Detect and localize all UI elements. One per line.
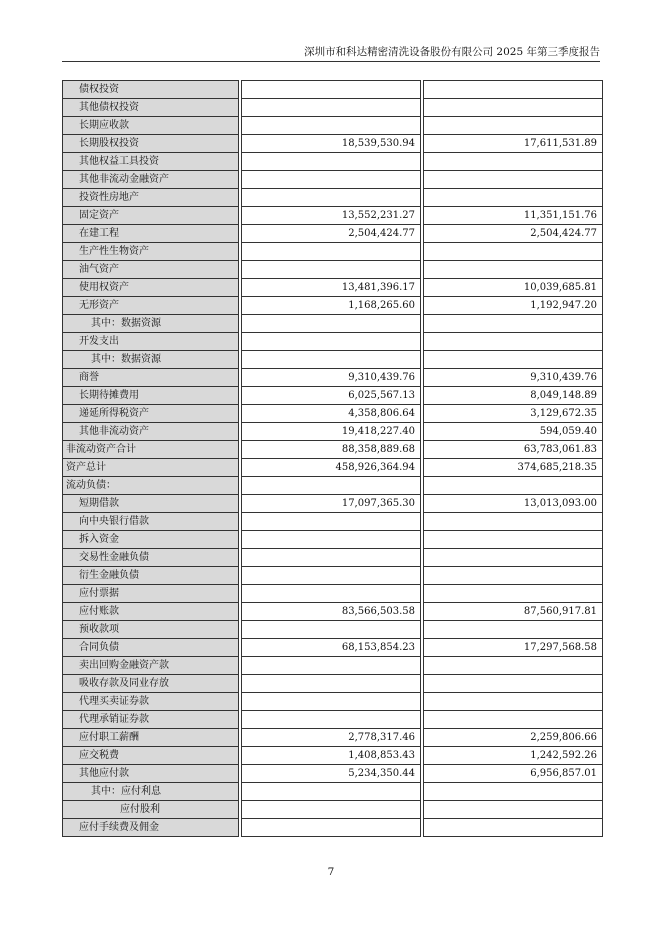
prior-period-value: 2,259,806.66 bbox=[424, 729, 603, 747]
current-period-value bbox=[242, 801, 421, 819]
table-row bbox=[63, 711, 603, 729]
current-period-value: 13,481,396.17 bbox=[242, 279, 421, 297]
row-label: 生产性生物资产 bbox=[63, 243, 239, 261]
prior-period-value: 6,956,857.01 bbox=[424, 765, 603, 783]
row-label: 预收款项 bbox=[63, 621, 239, 639]
balance-sheet-body bbox=[63, 81, 603, 837]
current-period-value: 18,539,530.94 bbox=[242, 135, 421, 153]
table-row bbox=[63, 405, 603, 423]
page-header: 深圳市和科达精密清洗设备股份有限公司 2025 年第三季度报告 bbox=[304, 46, 600, 58]
prior-period-value bbox=[424, 261, 603, 279]
table-row bbox=[63, 315, 603, 333]
row-label: 递延所得税资产 bbox=[63, 405, 239, 423]
table-row bbox=[63, 117, 603, 135]
row-label: 合同负债 bbox=[63, 639, 239, 657]
row-label: 开发支出 bbox=[63, 333, 239, 351]
current-period-value: 17,097,365.30 bbox=[242, 495, 421, 513]
current-period-value bbox=[242, 513, 421, 531]
prior-period-value: 17,297,568.58 bbox=[424, 639, 603, 657]
table-row bbox=[63, 549, 603, 567]
table-row bbox=[63, 423, 603, 441]
current-period-value bbox=[242, 819, 421, 837]
row-label: 长期应收款 bbox=[63, 117, 239, 135]
row-label: 衍生金融负债 bbox=[63, 567, 239, 585]
row-label: 卖出回购金融资产款 bbox=[63, 657, 239, 675]
table-row bbox=[63, 639, 603, 657]
table-row bbox=[63, 657, 603, 675]
row-label: 固定资产 bbox=[63, 207, 239, 225]
row-label: 债权投资 bbox=[63, 81, 239, 99]
row-label: 在建工程 bbox=[63, 225, 239, 243]
table-row bbox=[63, 81, 603, 99]
table-row bbox=[63, 279, 603, 297]
current-period-value bbox=[242, 333, 421, 351]
current-period-value bbox=[242, 783, 421, 801]
row-label: 应付账款 bbox=[63, 603, 239, 621]
table-row bbox=[63, 459, 603, 477]
prior-period-value bbox=[424, 243, 603, 261]
table-row bbox=[63, 495, 603, 513]
current-period-value: 19,418,227.40 bbox=[242, 423, 421, 441]
prior-period-value bbox=[424, 171, 603, 189]
row-label: 其他非流动资产 bbox=[63, 423, 239, 441]
table-row bbox=[63, 243, 603, 261]
current-period-value bbox=[242, 189, 421, 207]
row-label: 拆入资金 bbox=[63, 531, 239, 549]
current-period-value: 4,358,806.64 bbox=[242, 405, 421, 423]
row-label: 吸收存款及同业存放 bbox=[63, 675, 239, 693]
prior-period-value bbox=[424, 621, 603, 639]
prior-period-value bbox=[424, 657, 603, 675]
row-label: 其他权益工具投资 bbox=[63, 153, 239, 171]
prior-period-value bbox=[424, 567, 603, 585]
table-row bbox=[63, 99, 603, 117]
prior-period-value: 63,783,061.83 bbox=[424, 441, 603, 459]
current-period-value bbox=[242, 711, 421, 729]
current-period-value bbox=[242, 549, 421, 567]
current-period-value bbox=[242, 351, 421, 369]
row-label: 应付手续费及佣金 bbox=[63, 819, 239, 837]
current-period-value bbox=[242, 693, 421, 711]
prior-period-value: 374,685,218.35 bbox=[424, 459, 603, 477]
prior-period-value: 10,039,685.81 bbox=[424, 279, 603, 297]
prior-period-value bbox=[424, 477, 603, 495]
table-row bbox=[63, 801, 603, 819]
table-row bbox=[63, 387, 603, 405]
prior-period-value: 594,059.40 bbox=[424, 423, 603, 441]
row-label: 流动负债： bbox=[63, 477, 239, 495]
prior-period-value bbox=[424, 585, 603, 603]
row-label: 油气资产 bbox=[63, 261, 239, 279]
table-row bbox=[63, 729, 603, 747]
current-period-value: 68,153,854.23 bbox=[242, 639, 421, 657]
current-period-value: 9,310,439.76 bbox=[242, 369, 421, 387]
prior-period-value: 13,013,093.00 bbox=[424, 495, 603, 513]
current-period-value bbox=[242, 243, 421, 261]
page-number: 7 bbox=[327, 866, 335, 878]
table-row bbox=[63, 225, 603, 243]
prior-period-value bbox=[424, 693, 603, 711]
current-period-value bbox=[242, 477, 421, 495]
current-period-value: 13,552,231.27 bbox=[242, 207, 421, 225]
prior-period-value bbox=[424, 351, 603, 369]
prior-period-value: 9,310,439.76 bbox=[424, 369, 603, 387]
prior-period-value bbox=[424, 117, 603, 135]
prior-period-value bbox=[424, 333, 603, 351]
row-label: 长期股权投资 bbox=[63, 135, 239, 153]
table-row bbox=[63, 189, 603, 207]
table-row bbox=[63, 531, 603, 549]
prior-period-value: 8,049,148.89 bbox=[424, 387, 603, 405]
table-row bbox=[63, 513, 603, 531]
row-label: 投资性房地产 bbox=[63, 189, 239, 207]
row-label: 商誉 bbox=[63, 369, 239, 387]
prior-period-value bbox=[424, 81, 603, 99]
table-row bbox=[63, 261, 603, 279]
row-label: 应付股利 bbox=[63, 801, 239, 819]
current-period-value: 5,234,350.44 bbox=[242, 765, 421, 783]
table-row bbox=[63, 207, 603, 225]
prior-period-value bbox=[424, 153, 603, 171]
prior-period-value: 2,504,424.77 bbox=[424, 225, 603, 243]
prior-period-value bbox=[424, 189, 603, 207]
prior-period-value bbox=[424, 711, 603, 729]
current-period-value bbox=[242, 81, 421, 99]
table-row bbox=[63, 585, 603, 603]
row-label: 应交税费 bbox=[63, 747, 239, 765]
prior-period-value: 17,611,531.89 bbox=[424, 135, 603, 153]
table-row bbox=[63, 747, 603, 765]
table-row bbox=[63, 819, 603, 837]
table-row bbox=[63, 135, 603, 153]
current-period-value bbox=[242, 171, 421, 189]
row-label: 应付职工薪酬 bbox=[63, 729, 239, 747]
current-period-value bbox=[242, 675, 421, 693]
table-row bbox=[63, 477, 603, 495]
current-period-value: 88,358,889.68 bbox=[242, 441, 421, 459]
table-row bbox=[63, 693, 603, 711]
header-divider bbox=[62, 61, 600, 62]
table-row bbox=[63, 603, 603, 621]
current-period-value bbox=[242, 531, 421, 549]
table-row bbox=[63, 621, 603, 639]
table-row bbox=[63, 351, 603, 369]
row-label: 应付票据 bbox=[63, 585, 239, 603]
row-label: 交易性金融负债 bbox=[63, 549, 239, 567]
prior-period-value bbox=[424, 801, 603, 819]
prior-period-value bbox=[424, 819, 603, 837]
row-label: 其他非流动金融资产 bbox=[63, 171, 239, 189]
table-row bbox=[63, 171, 603, 189]
table-row bbox=[63, 333, 603, 351]
table-row bbox=[63, 765, 603, 783]
prior-period-value: 1,242,592.26 bbox=[424, 747, 603, 765]
balance-sheet-table bbox=[62, 80, 603, 837]
current-period-value: 2,504,424.77 bbox=[242, 225, 421, 243]
row-label: 短期借款 bbox=[63, 495, 239, 513]
prior-period-value bbox=[424, 783, 603, 801]
row-label: 代理承销证券款 bbox=[63, 711, 239, 729]
prior-period-value bbox=[424, 675, 603, 693]
current-period-value: 458,926,364.94 bbox=[242, 459, 421, 477]
table-row bbox=[63, 567, 603, 585]
table-row bbox=[63, 783, 603, 801]
row-label: 其中：数据资源 bbox=[63, 351, 239, 369]
current-period-value bbox=[242, 315, 421, 333]
row-label: 代理买卖证券款 bbox=[63, 693, 239, 711]
prior-period-value bbox=[424, 315, 603, 333]
row-label: 无形资产 bbox=[63, 297, 239, 315]
current-period-value bbox=[242, 99, 421, 117]
current-period-value: 2,778,317.46 bbox=[242, 729, 421, 747]
prior-period-value bbox=[424, 549, 603, 567]
prior-period-value bbox=[424, 513, 603, 531]
table-row bbox=[63, 153, 603, 171]
current-period-value: 6,025,567.13 bbox=[242, 387, 421, 405]
current-period-value: 1,168,265.60 bbox=[242, 297, 421, 315]
table-row bbox=[63, 441, 603, 459]
current-period-value bbox=[242, 657, 421, 675]
current-period-value: 83,566,503.58 bbox=[242, 603, 421, 621]
prior-period-value: 87,560,917.81 bbox=[424, 603, 603, 621]
table-row bbox=[63, 675, 603, 693]
current-period-value bbox=[242, 585, 421, 603]
table-row bbox=[63, 297, 603, 315]
current-period-value bbox=[242, 567, 421, 585]
row-label: 其中：数据资源 bbox=[63, 315, 239, 333]
current-period-value bbox=[242, 621, 421, 639]
current-period-value: 1,408,853.43 bbox=[242, 747, 421, 765]
prior-period-value: 3,129,672.35 bbox=[424, 405, 603, 423]
row-label: 其他应付款 bbox=[63, 765, 239, 783]
current-period-value bbox=[242, 153, 421, 171]
current-period-value bbox=[242, 117, 421, 135]
prior-period-value bbox=[424, 99, 603, 117]
row-label: 资产总计 bbox=[63, 459, 239, 477]
row-label: 使用权资产 bbox=[63, 279, 239, 297]
table-row bbox=[63, 369, 603, 387]
row-label: 其他债权投资 bbox=[63, 99, 239, 117]
prior-period-value: 11,351,151.76 bbox=[424, 207, 603, 225]
prior-period-value bbox=[424, 531, 603, 549]
row-label: 其中：应付利息 bbox=[63, 783, 239, 801]
row-label: 非流动资产合计 bbox=[63, 441, 239, 459]
row-label: 向中央银行借款 bbox=[63, 513, 239, 531]
prior-period-value: 1,192,947.20 bbox=[424, 297, 603, 315]
current-period-value bbox=[242, 261, 421, 279]
row-label: 长期待摊费用 bbox=[63, 387, 239, 405]
